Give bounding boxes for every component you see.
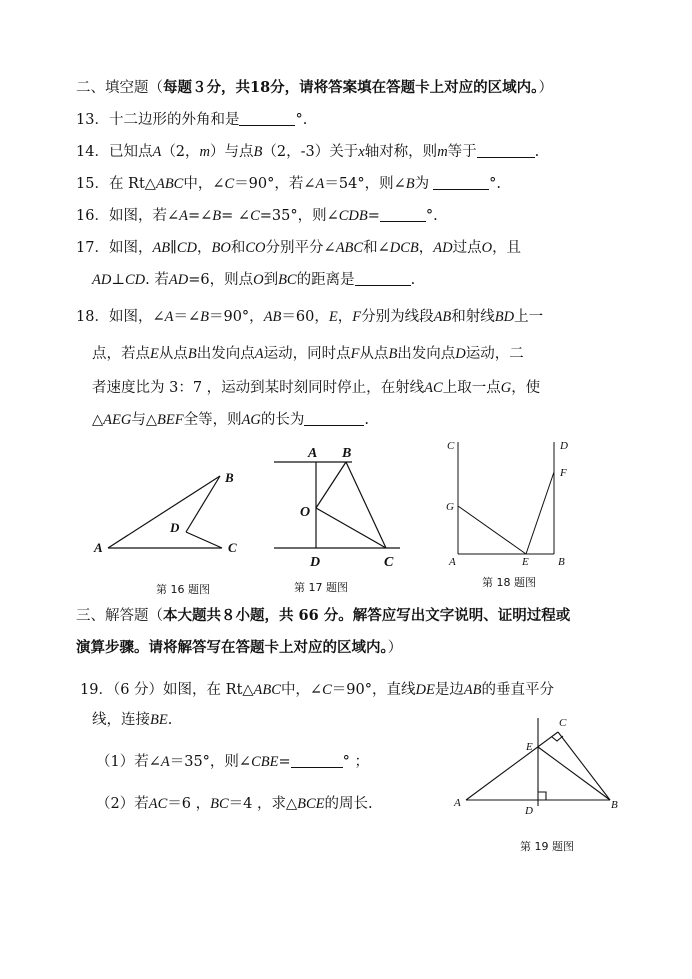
math-var: E [328, 309, 338, 325]
question-text: ＝60， [281, 309, 329, 325]
question-text: 分别为线段 [361, 309, 434, 325]
right-angle-c [552, 736, 563, 741]
question-tail: . [534, 144, 540, 160]
answer-blank[interactable] [291, 767, 343, 768]
label-e: E [522, 556, 529, 568]
question-text: 已知点 [108, 144, 153, 160]
question-text: =35°，则∠ [259, 208, 339, 224]
question-text: △ [92, 412, 104, 428]
question-text: 是边 [434, 682, 464, 698]
math-var: A [254, 346, 264, 362]
math-var: C [250, 208, 260, 224]
math-var: ABC [253, 682, 281, 698]
math-var: B [405, 176, 415, 192]
math-var: CBE [251, 754, 279, 770]
math-var: A [152, 144, 162, 160]
math-var: m [199, 144, 211, 160]
label-c: C [447, 440, 455, 452]
math-var: CD [176, 240, 198, 256]
parallel-symbol: ∥ [170, 240, 177, 256]
question-13 [76, 110, 307, 130]
segment-bo [316, 462, 346, 508]
segment-be [538, 747, 610, 800]
math-var: B [212, 208, 222, 224]
segment-ab [108, 476, 220, 548]
math-var: DE [415, 682, 435, 698]
question-text: （2）若 [96, 796, 149, 812]
question-text: ， [337, 309, 353, 325]
figure-18 [440, 436, 580, 576]
math-var: BE [150, 712, 168, 728]
answer-blank[interactable] [477, 157, 535, 158]
question-text: 到 [263, 272, 279, 288]
caption-fig17: 第 17 题图 [294, 581, 348, 594]
question-text: 的距离是 [296, 272, 355, 288]
math-var: AEG [103, 412, 132, 428]
question-text: 中，∠ [280, 682, 323, 698]
question-text: 运动，二 [465, 346, 524, 362]
math-var: m [437, 144, 448, 160]
question-14 [76, 142, 539, 162]
label-f: F [560, 467, 567, 479]
header-bold: 演算步骤。请将解答写在答题卡上对应的区域内。 [76, 639, 388, 656]
question-19-part-2 [96, 794, 373, 814]
segment-bd [186, 476, 220, 532]
label-d: D [525, 805, 533, 817]
question-text: 运动，同时点 [263, 346, 351, 362]
question-17-line-2 [92, 270, 415, 290]
caption-fig19: 第 19 题图 [520, 840, 574, 853]
question-text: 分别平分∠ [265, 240, 336, 256]
math-var: CDB [338, 208, 368, 224]
question-number: 13． [76, 112, 109, 128]
answer-blank[interactable] [380, 221, 426, 222]
label-a: A [94, 540, 103, 555]
question-text: . [167, 712, 173, 728]
question-text: 和∠ [363, 240, 390, 256]
question-17 [76, 238, 521, 258]
question-number: 18． [76, 309, 109, 325]
math-var: A [179, 208, 188, 224]
question-text: 的周长. [324, 796, 373, 812]
solve-section-header [76, 606, 570, 626]
label-d: D [170, 520, 180, 535]
question-number: 16． [76, 208, 109, 224]
question-15 [76, 174, 501, 194]
question-text: 线，连接 [92, 712, 150, 728]
math-var: O [481, 240, 493, 256]
question-text: ，使 [511, 380, 541, 396]
fill-section-header [76, 78, 553, 98]
math-var: AC [424, 380, 443, 396]
segment-cb [558, 732, 610, 800]
question-text: 的垂直平分 [481, 682, 555, 698]
question-tail: . [364, 412, 370, 428]
math-var: E [150, 346, 159, 362]
question-text: 出发向点 [196, 346, 255, 362]
segment-ef [526, 472, 554, 554]
question-text: （2， [161, 144, 200, 160]
math-var: B [187, 346, 197, 362]
question-text: ＝90°，直线 [331, 682, 416, 698]
label-a: A [454, 797, 461, 809]
math-var: AB [263, 309, 282, 325]
question-19 [80, 680, 554, 700]
segment-ge [458, 506, 526, 554]
math-var: BC [210, 796, 229, 812]
question-text: ＝54°，则∠ [324, 176, 406, 192]
answer-blank[interactable] [355, 285, 411, 286]
label-e: E [526, 741, 533, 753]
question-text: . 若 [145, 272, 169, 288]
question-text: 者速度比为 3：7 ，运动到某时刻同时停止，在射线 [92, 380, 425, 396]
question-18-line-3 [92, 378, 540, 398]
question-text: 的长为 [260, 412, 305, 428]
figure-19 [448, 712, 628, 824]
question-text: 和射线 [451, 309, 495, 325]
question-text: ）与点 [210, 144, 254, 160]
question-number: 14． [76, 144, 109, 160]
math-var: BC [278, 272, 297, 288]
caption-fig16: 第 16 题图 [156, 583, 210, 596]
math-var: D [455, 346, 466, 362]
question-19-part-1 [96, 752, 369, 772]
question-text: 如图，若∠ [108, 208, 180, 224]
label-g: G [446, 501, 454, 513]
caption-fig18: 第 18 题图 [482, 576, 536, 589]
question-text: 过点 [452, 240, 482, 256]
label-d: D [560, 440, 568, 452]
question-tail: °. [425, 208, 438, 224]
math-var: BO [211, 240, 231, 256]
question-text: （1）若∠ [96, 754, 161, 770]
math-var: CD [124, 272, 146, 288]
math-var: B [200, 309, 209, 325]
answer-blank[interactable] [433, 189, 489, 190]
question-text: （6 分）如图，在 Rt△ [112, 682, 254, 698]
question-text: ＝∠ [173, 309, 201, 325]
label-c: C [228, 540, 237, 555]
math-var: AC [148, 796, 168, 812]
solve-section-header-line-2 [76, 638, 402, 658]
segment-ac [466, 732, 558, 800]
question-text: 全等，则 [183, 412, 242, 428]
answer-blank[interactable] [239, 125, 295, 126]
math-var: BD [494, 309, 515, 325]
question-tail: ° ； [342, 754, 369, 770]
math-var: ABC [335, 240, 364, 256]
math-var: DCB [389, 240, 419, 256]
math-var: AD [433, 240, 453, 256]
perp-symbol: ⊥ [111, 272, 125, 288]
question-text: =∠ [187, 208, 213, 224]
question-text: 与△ [131, 412, 157, 428]
answer-blank[interactable] [304, 425, 364, 426]
question-text: 从点 [359, 346, 389, 362]
question-tail: °. [489, 176, 501, 192]
question-text: 从点 [158, 346, 188, 362]
question-number: 19． [80, 682, 113, 698]
math-var: C [322, 682, 332, 698]
math-var: AD [92, 272, 112, 288]
question-text: 为 [414, 176, 430, 192]
header-prefix: 二、填空题（ [76, 80, 163, 96]
math-var: x [358, 144, 365, 160]
label-b: B [342, 446, 352, 461]
question-text: ，且 [492, 240, 522, 256]
header-suffix: ） [538, 80, 553, 96]
question-18-line-4 [92, 410, 369, 430]
header-prefix: 三、解答题（ [76, 608, 163, 624]
question-text: ＝4 ，求△ [228, 796, 298, 812]
question-number: 17． [76, 240, 109, 256]
question-text: ＝6 ， [167, 796, 211, 812]
math-var: A [315, 176, 325, 192]
question-text: =6，则点 [188, 272, 254, 288]
question-text: = [367, 208, 380, 224]
question-text: 出发向点 [397, 346, 456, 362]
segment-bc [346, 462, 386, 548]
question-text: 和 [230, 240, 246, 256]
figure-16 [90, 468, 250, 564]
math-var: BEF [157, 412, 184, 428]
label-c: C [384, 555, 394, 570]
question-19-line-2 [92, 710, 172, 730]
question-text: ， [418, 240, 434, 256]
math-var: ABC [155, 176, 184, 192]
header-bold: 本大题共８小题，共 66 分。解答应写出文字说明、证明过程或 [163, 607, 571, 624]
math-var: F [352, 309, 362, 325]
math-var: B [253, 144, 263, 160]
question-text: ， [197, 240, 212, 256]
math-var: G [500, 380, 512, 396]
math-var: CO [245, 240, 266, 256]
label-b: B [558, 556, 565, 568]
label-a: A [449, 556, 456, 568]
question-text: 十二边形的外角和是 [108, 112, 240, 128]
math-var: A [160, 754, 170, 770]
question-text: 如图，∠ [108, 309, 165, 325]
math-var: AB [463, 682, 482, 698]
math-var: O [253, 272, 264, 288]
math-var: AG [241, 412, 261, 428]
label-o: O [300, 505, 311, 520]
math-var: AB [152, 240, 171, 256]
question-text: ＝90°， [208, 309, 264, 325]
question-18-line-2 [92, 344, 524, 364]
question-text: ＝35°，则∠ [169, 754, 252, 770]
label-a: A [308, 446, 318, 461]
question-16 [76, 206, 438, 226]
math-var: F [350, 346, 360, 362]
figure-17 [268, 440, 408, 570]
math-var: AB [433, 309, 452, 325]
math-var: B [388, 346, 398, 362]
question-text: 上一 [514, 309, 544, 325]
question-number: 15． [76, 176, 109, 192]
question-text: 如图， [108, 240, 153, 256]
right-angle-d [538, 792, 546, 800]
question-text: = ∠ [221, 208, 251, 224]
math-var: C [224, 176, 235, 192]
label-d: D [310, 555, 321, 570]
math-var: A [164, 309, 174, 325]
label-b: B [225, 470, 234, 485]
question-text: （2，-3）关于 [262, 144, 359, 160]
header-suffix: ） [387, 640, 403, 656]
question-18 [76, 307, 543, 327]
math-var: AD [168, 272, 189, 288]
question-text: 上取一点 [442, 380, 501, 396]
question-text: 等于 [447, 144, 477, 160]
segment-dc [186, 532, 222, 548]
question-text: 轴对称，则 [364, 144, 438, 160]
math-var: BCE [297, 796, 325, 812]
question-text: 中，∠ [183, 176, 225, 192]
label-c: C [559, 717, 567, 729]
question-text: 在 Rt△ [108, 176, 156, 192]
label-b: B [611, 799, 618, 811]
question-text: 点，若点 [92, 346, 150, 362]
question-tail: . [410, 272, 416, 288]
segment-oc [316, 508, 386, 548]
question-text: = [278, 754, 291, 770]
question-text: ＝90°，若∠ [234, 176, 316, 192]
question-tail: °. [295, 112, 308, 128]
header-bold: 每题３分，共18分，请将答案填在答题卡上对应的区域内。 [163, 79, 539, 96]
